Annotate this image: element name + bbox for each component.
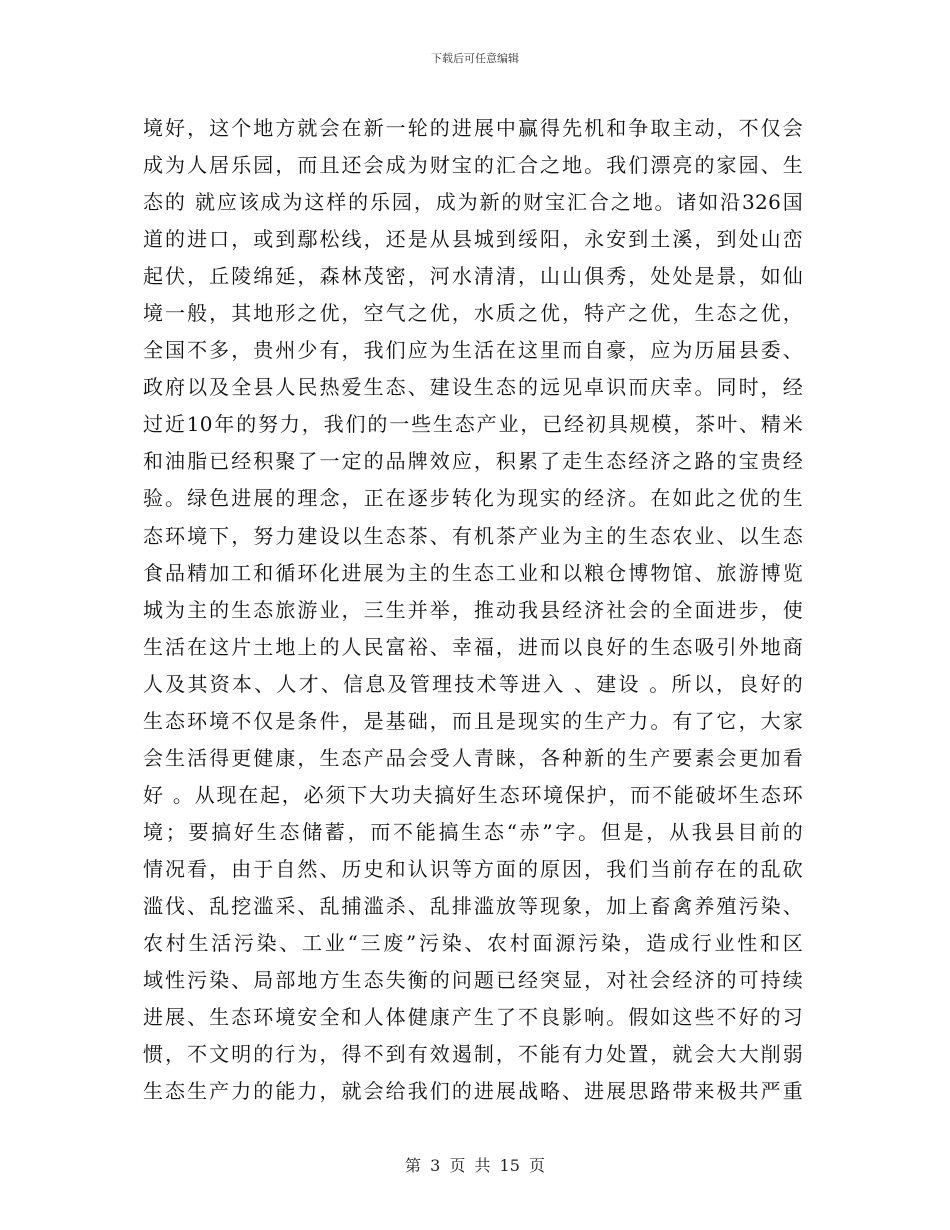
page-number-footer: 第 3 页 共 15 页	[405, 1156, 545, 1175]
body-text-line: 会生活得更健康，生态产品会受人青睐，各种新的生产要素会更加看	[143, 745, 803, 770]
body-text-line: 成为人居乐园，而且还会成为财宝的汇合之地。我们漂亮的家园、生	[143, 153, 803, 178]
body-text-line: 态的 就应该成为这样的乐园，成为新的财宝汇合之地。诸如沿326国	[143, 190, 803, 215]
body-text-line: 态环境下，努力建设以生态茶、有机茶产业为主的生态农业、以生态	[143, 523, 803, 548]
body-text-line: 滥伐、乱挖滥采、乱捕滥杀、乱排滥放等现象，加上畜禽养殖污染、	[143, 893, 803, 918]
body-text-line: 域性污染、局部地方生态失衡的问题已经突显，对社会经济的可持续	[143, 968, 803, 993]
body-text-line: 情况看，由于自然、历史和认识等方面的原因，我们当前存在的乱砍	[143, 856, 803, 881]
body-text-line: 惯，不文明的行为，得不到有效遏制，不能有力处置，就会大大削弱	[143, 1042, 803, 1067]
body-text-line: 验。绿色进展的理念，正在逐步转化为现实的经济。在如此之优的生	[143, 486, 803, 511]
body-text-line: 境好，这个地方就会在新一轮的进展中赢得先机和争取主动，不仅会	[143, 116, 803, 140]
document-body	[143, 110, 803, 1110]
body-text-line: 进展、生态环境安全和人体健康产生了不良影响。假如这些不好的习	[143, 1005, 803, 1030]
page-header-note: 下载后可任意编辑	[431, 52, 519, 65]
body-text-line: 全国不多，贵州少有，我们应为生活在这里而自豪，应为历届县委、	[143, 338, 803, 363]
body-text-line: 政府以及全县人民热爱生态、建设生态的远见卓识而庆幸。同时，经	[143, 375, 803, 400]
body-text-line: 食品精加工和循环化进展为主的生态工业和以粮仓博物馆、旅游博览	[143, 560, 803, 585]
body-text-line: 境一般，其地形之优，空气之优，水质之优，特产之优，生态之优，	[143, 301, 803, 326]
body-text-line: 起伏，丘陵绵延，森林茂密，河水清清，山山俱秀，处处是景，如仙	[143, 264, 803, 289]
body-text-line: 过近10年的努力，我们的一些生态产业，已经初具规模，茶叶、精米	[143, 412, 803, 437]
body-text-line: 生态生产力的能力，就会给我们的进展战略、进展思路带来极共严重	[143, 1079, 803, 1104]
body-text-line: 人及其资本、人才、信息及管理技术等进入 、建设 。所以，良好的	[143, 671, 803, 696]
body-text-line: 好 。从现在起，必须下大功夫搞好生态环境保护，而不能破坏生态环	[143, 782, 803, 807]
body-text-line: 和油脂已经积聚了一定的品牌效应，积累了走生态经济之路的宝贵经	[143, 449, 803, 474]
body-text-line: 道的进口，或到鄢松线，还是从县城到绥阳，永安到土溪，到处山峦	[143, 227, 803, 252]
body-text-line: 农村生活污染、工业“三废”污染、农村面源污染，造成行业性和区	[143, 931, 803, 956]
body-text-line: 生态环境不仅是条件，是基础，而且是现实的生产力。有了它，大家	[143, 708, 803, 733]
body-text-line: 生活在这片土地上的人民富裕、幸福，进而以良好的生态吸引外地商	[143, 634, 803, 659]
body-text-line: 城为主的生态旅游业，三生并举，推动我县经济社会的全面进步，使	[143, 597, 803, 622]
body-text-line: 境；要搞好生态储蓄，而不能搞生态“赤”字。但是，从我县目前的	[143, 819, 803, 844]
